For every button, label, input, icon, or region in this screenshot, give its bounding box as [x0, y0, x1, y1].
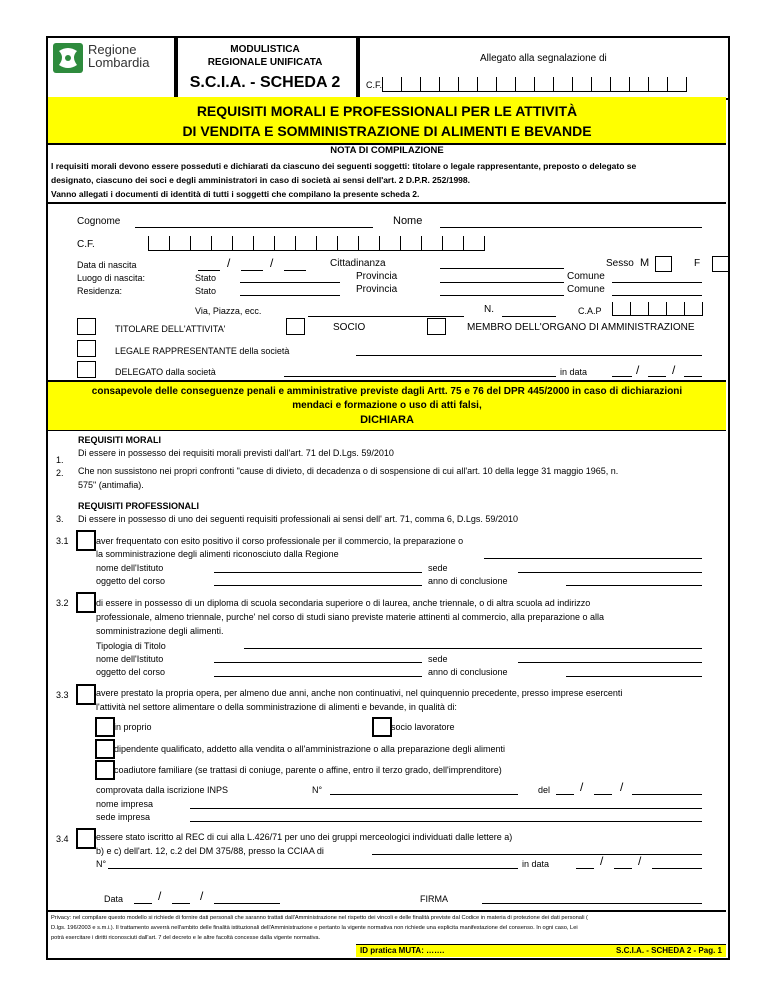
- req-2-text-line1: Che non sussistono nei propri confronti "cause di divieto, di decadenza o di sospensione di cui all'art. 10 della legge 31 maggio 1965, n.: [78, 466, 619, 476]
- inps-data-mm[interactable]: [594, 794, 612, 795]
- cittadinanza-label: Cittadinanza: [330, 258, 386, 269]
- inps-del-label: del: [538, 785, 551, 795]
- provincia-label: Provincia: [356, 271, 398, 282]
- nota-divider: [48, 202, 726, 204]
- id-pratica-label: ID pratica MUTA: …….: [360, 946, 445, 955]
- sede-impresa-field[interactable]: [190, 821, 702, 822]
- data-nascita-yy[interactable]: [284, 270, 306, 271]
- req-32-istituto-field[interactable]: [214, 662, 422, 663]
- cognome-field[interactable]: [135, 227, 373, 228]
- firma-field[interactable]: [482, 903, 702, 904]
- nome-field[interactable]: [440, 227, 702, 228]
- lombardia-logo-icon: [53, 43, 83, 73]
- req-33-text-line2: l'attività nel settore alimentare o della somministrazione di alimenti e bevande, in qualità di:: [96, 702, 457, 712]
- req-34-checkbox[interactable]: [76, 828, 96, 849]
- privacy-line3: potrà esercitare i diritti riconosciuti dall'art. 7 del decreto e le altre facoltà concesse dalla vigente normativa.: [51, 935, 321, 941]
- rec-data-mm[interactable]: [614, 868, 632, 869]
- req-1-number: 1.: [56, 455, 64, 465]
- req-2-text-line2: 575" (antimafia).: [78, 480, 144, 490]
- rec-in-data-label: in data: [522, 859, 550, 869]
- titolare-label: TITOLARE DELL'ATTIVITA': [115, 324, 226, 334]
- stato-label: Stato: [195, 273, 217, 283]
- cognome-label: Cognome: [77, 216, 121, 227]
- req-32-tipologia-field[interactable]: [244, 648, 702, 649]
- date-slash: /: [636, 363, 640, 377]
- sede-impresa-label: sede impresa: [96, 812, 151, 822]
- req-32-text-line1: di essere in possesso di un diploma di scuola secondaria superiore o di laurea, anche triennale, o di altra scuola ad indirizzo: [96, 598, 591, 608]
- req-32-tipologia-label: Tipologia di Titolo: [96, 641, 166, 651]
- req-32-number: 3.2: [56, 598, 69, 608]
- title-line2: DI VENDITA E SOMMINISTRAZIONE DI ALIMENTI E BEVANDE: [182, 123, 592, 139]
- req-31-istituto-field[interactable]: [214, 572, 422, 573]
- legale-checkbox[interactable]: [77, 340, 96, 357]
- req-31-oggetto-label: oggetto del corso: [96, 576, 166, 586]
- date-slash: /: [672, 363, 676, 377]
- privacy-divider: [48, 910, 726, 912]
- in-proprio-checkbox[interactable]: [95, 717, 115, 737]
- date-slash: /: [600, 854, 604, 868]
- header-cf-field[interactable]: [382, 77, 687, 92]
- req-33-text-line1: avere prestato la propria opera, per almeno due anni, anche non continuativi, nel quinquennio precedente, presso imprese esercenti: [96, 688, 623, 698]
- delegato-data-mm[interactable]: [648, 376, 666, 377]
- provincia-residenza-field[interactable]: [440, 295, 564, 296]
- inps-number-label: N°: [312, 785, 323, 795]
- req-1-text: Di essere in possesso dei requisiti morali previsti dall'art. 71 del D.Lgs. 59/2010: [78, 448, 394, 458]
- date-slash: /: [580, 780, 584, 794]
- modulistica-line1: MODULISTICA: [230, 44, 300, 55]
- req-32-sede-field[interactable]: [518, 662, 702, 663]
- data-label: Data: [104, 894, 124, 904]
- dipendente-label: dipendente qualificato, addetto alla vendita o all'amministrazione o alla preparazione degli alimenti: [114, 744, 505, 754]
- sesso-f-checkbox[interactable]: [712, 256, 729, 272]
- nota-line3: Vanno allegati i documenti di identità di tutti i soggetti che compilano la presente scheda 2.: [51, 189, 420, 199]
- privacy-line2: D.lgs. 196/2003 e s.m.i.). Il trattamento avverrà nell'ambito delle finalità istituzionali dell'Amministrazione e pertanto la vigente normativa non richiede una esplicita manifestazione del consenso. In ogni caso, Lei: [51, 925, 578, 931]
- req-32-sede-label: sede: [428, 654, 448, 664]
- firma-label: FIRMA: [420, 894, 448, 904]
- header-cf-label: C.F.: [366, 80, 383, 90]
- nota-heading: NOTA DI COMPILAZIONE: [330, 145, 444, 156]
- via-label: Via, Piazza, ecc.: [195, 306, 262, 316]
- title-line1: REQUISITI MORALI E PROFESSIONALI PER LE ATTIVITÀ: [196, 103, 578, 119]
- socio-label: SOCIO: [333, 322, 366, 333]
- data-nascita-dd[interactable]: [198, 270, 220, 271]
- sesso-m-checkbox[interactable]: [655, 256, 672, 272]
- scheda-title: S.C.I.A. - SCHEDA 2: [189, 74, 341, 91]
- delegato-field[interactable]: [284, 376, 556, 377]
- dipendente-checkbox[interactable]: [95, 739, 115, 759]
- req-31-anno-field[interactable]: [566, 585, 702, 586]
- privacy-line1: Privacy: nel compilare questo modello si richiede di fornire dati personali che saranno trattati dall'Amministrazione nel rispetto dei vincoli e delle finalità previste dal Codice in materia di protezione dei dati personali (: [51, 915, 588, 921]
- prof-heading: REQUISITI PROFESSIONALI: [78, 501, 200, 511]
- req-3-text: Di essere in possesso di uno dei seguenti requisiti professionali ai sensi dell' art. 71, comma 6, D.Lgs. 59/2010: [78, 514, 518, 524]
- logo-text-regione: Regione: [88, 42, 137, 57]
- allegato-label: Allegato alla segnalazione di: [480, 53, 607, 64]
- data-nascita-label: Data di nascita: [77, 260, 137, 270]
- legale-label: LEGALE RAPPRESENTANTE della società: [115, 346, 290, 356]
- cap-label: C.A.P: [578, 306, 602, 316]
- membro-checkbox[interactable]: [427, 318, 446, 335]
- req-31-sede-label: sede: [428, 563, 448, 573]
- membro-label: MEMBRO DELL'ORGANO DI AMMINISTRAZIONE: [467, 322, 695, 333]
- comune-label: Comune: [567, 271, 605, 282]
- inps-data-yy[interactable]: [632, 794, 702, 795]
- req-31-sede-field[interactable]: [518, 572, 702, 573]
- req-31-checkbox[interactable]: [76, 530, 96, 551]
- data-nascita-mm[interactable]: [241, 270, 263, 271]
- stato-nascita-field[interactable]: [240, 282, 340, 283]
- delegato-checkbox[interactable]: [77, 361, 96, 378]
- luogo-nascita-label: Luogo di nascita:: [77, 273, 146, 283]
- rec-data-yy[interactable]: [652, 868, 702, 869]
- req-33-checkbox[interactable]: [76, 684, 96, 705]
- rec-data-dd[interactable]: [576, 868, 594, 869]
- coadiutore-label: coadiutore familiare (se trattasi di coniuge, parente o affine, entro il terzo grado, dell'imprenditore): [114, 765, 502, 775]
- dichiara-heading: DICHIARA: [360, 414, 414, 426]
- modulistica-line2: REGIONALE UNIFICATA: [207, 57, 323, 68]
- cf-field[interactable]: [148, 236, 485, 251]
- req-31-istituto-label: nome dell'Istituto: [96, 563, 164, 573]
- req-31-number: 3.1: [56, 536, 69, 546]
- page-number: S.C.I.A. - SCHEDA 2 - Pag. 1: [616, 946, 722, 955]
- date-slash: /: [158, 889, 162, 903]
- nome-impresa-field[interactable]: [190, 808, 702, 809]
- numero-field[interactable]: [502, 316, 556, 317]
- legale-field[interactable]: [356, 355, 702, 356]
- comune-residenza-field[interactable]: [612, 295, 702, 296]
- cf-label: C.F.: [77, 239, 95, 250]
- socio-lavoratore-checkbox[interactable]: [372, 717, 392, 737]
- req-31-regione-field[interactable]: [484, 558, 702, 559]
- rec-number-label: N°: [96, 859, 107, 869]
- nome-impresa-label: nome impresa: [96, 799, 154, 809]
- req-34-text-line1: essere stato iscritto al REC di cui alla L.426/71 per uno dei gruppi merceologici individuati dalle lettere a): [96, 832, 513, 842]
- nome-label: Nome: [393, 215, 423, 227]
- req-34-text-line2: b) e c) dell'art. 12, c.2 del DM 375/88, presso la CCIAA di: [96, 846, 324, 856]
- firma-data-yy[interactable]: [214, 903, 280, 904]
- date-slash: /: [620, 780, 624, 794]
- req-31-text-line2: la somministrazione degli alimenti riconosciuto dalla Regione: [96, 549, 339, 559]
- comune-nascita-field[interactable]: [612, 282, 702, 283]
- inps-label: comprovata dalla iscrizione INPS: [96, 785, 229, 795]
- nota-line2: designato, ciascuno dei soci e degli amministratori in caso di società ai sensi dell'art. 2 D.P.R. 252/1998.: [51, 175, 470, 185]
- req-32-text-line3: somministrazione degli alimenti.: [96, 626, 224, 636]
- req-32-istituto-label: nome dell'Istituto: [96, 654, 164, 664]
- stato-residenza-field[interactable]: [240, 295, 340, 296]
- rec-number-field[interactable]: [108, 868, 518, 869]
- coadiutore-checkbox[interactable]: [95, 760, 115, 780]
- req-31-anno-label: anno di conclusione: [428, 576, 508, 586]
- numero-label: N.: [484, 304, 494, 315]
- socio-lavoratore-label: socio lavoratore: [391, 722, 455, 732]
- req-32-oggetto-label: oggetto del corso: [96, 667, 166, 677]
- titolare-checkbox[interactable]: [77, 318, 96, 335]
- provincia-residenza-label: Provincia: [356, 284, 398, 295]
- dichiara-line1: consapevole delle conseguenze penali e amministrative previste dagli Artt. 75 e 76 del DPR 445/2000 in caso di dichiarazioni: [91, 386, 683, 397]
- sesso-label: Sesso: [606, 258, 634, 269]
- date-slash: /: [200, 889, 204, 903]
- residenza-label: Residenza:: [77, 286, 123, 296]
- firma-data-dd[interactable]: [134, 903, 152, 904]
- date-slash: /: [638, 854, 642, 868]
- via-field[interactable]: [308, 316, 464, 317]
- req-32-checkbox[interactable]: [76, 592, 96, 613]
- delegato-data-yy[interactable]: [684, 376, 702, 377]
- inps-number-field[interactable]: [330, 794, 518, 795]
- cittadinanza-field[interactable]: [440, 268, 564, 269]
- req-2-number: 2.: [56, 468, 64, 478]
- sesso-f-label: F: [694, 258, 701, 269]
- req-32-text-line2: professionale, almeno triennale, purche' nel corso di studi siano previste materie attinenti al commercio, alla preparazione o alla: [96, 612, 604, 622]
- req-31-oggetto-field[interactable]: [214, 585, 422, 586]
- in-proprio-label: in proprio: [114, 722, 152, 732]
- delegato-in-data-label: in data: [560, 367, 588, 377]
- cciaa-field[interactable]: [372, 854, 702, 855]
- date-slash: /: [227, 256, 231, 270]
- comune-residenza-label: Comune: [567, 284, 605, 295]
- req-32-anno-field[interactable]: [566, 676, 702, 677]
- inps-data-dd[interactable]: [556, 794, 574, 795]
- dichiara-line2: mendaci e formazione o uso di atti falsi,: [292, 400, 482, 411]
- delegato-label: DELEGATO dalla società: [115, 367, 216, 377]
- firma-data-mm[interactable]: [172, 903, 190, 904]
- stato-residenza-label: Stato: [195, 286, 217, 296]
- socio-checkbox[interactable]: [286, 318, 305, 335]
- req-32-anno-label: anno di conclusione: [428, 667, 508, 677]
- req-34-number: 3.4: [56, 834, 69, 844]
- cap-field[interactable]: [612, 302, 703, 316]
- req-3-number: 3.: [56, 514, 64, 524]
- req-31-text-line1: aver frequentato con esito positivo il corso professionale per il commercio, la preparazione o: [96, 536, 464, 546]
- nota-line1: I requisiti morali devono essere posseduti e dichiarati da ciascuno dei seguenti soggetti: titolare o legale rappresentante, preposto o delegato se: [51, 161, 637, 171]
- logo-text-lombardia: Lombardia: [88, 55, 150, 70]
- delegato-data-dd[interactable]: [612, 376, 632, 377]
- sesso-m-label: M: [640, 257, 650, 269]
- req-33-number: 3.3: [56, 690, 69, 700]
- req-32-oggetto-field[interactable]: [214, 676, 422, 677]
- provincia-nascita-field[interactable]: [440, 282, 564, 283]
- morali-heading: REQUISITI MORALI: [78, 435, 161, 445]
- date-slash: /: [270, 256, 274, 270]
